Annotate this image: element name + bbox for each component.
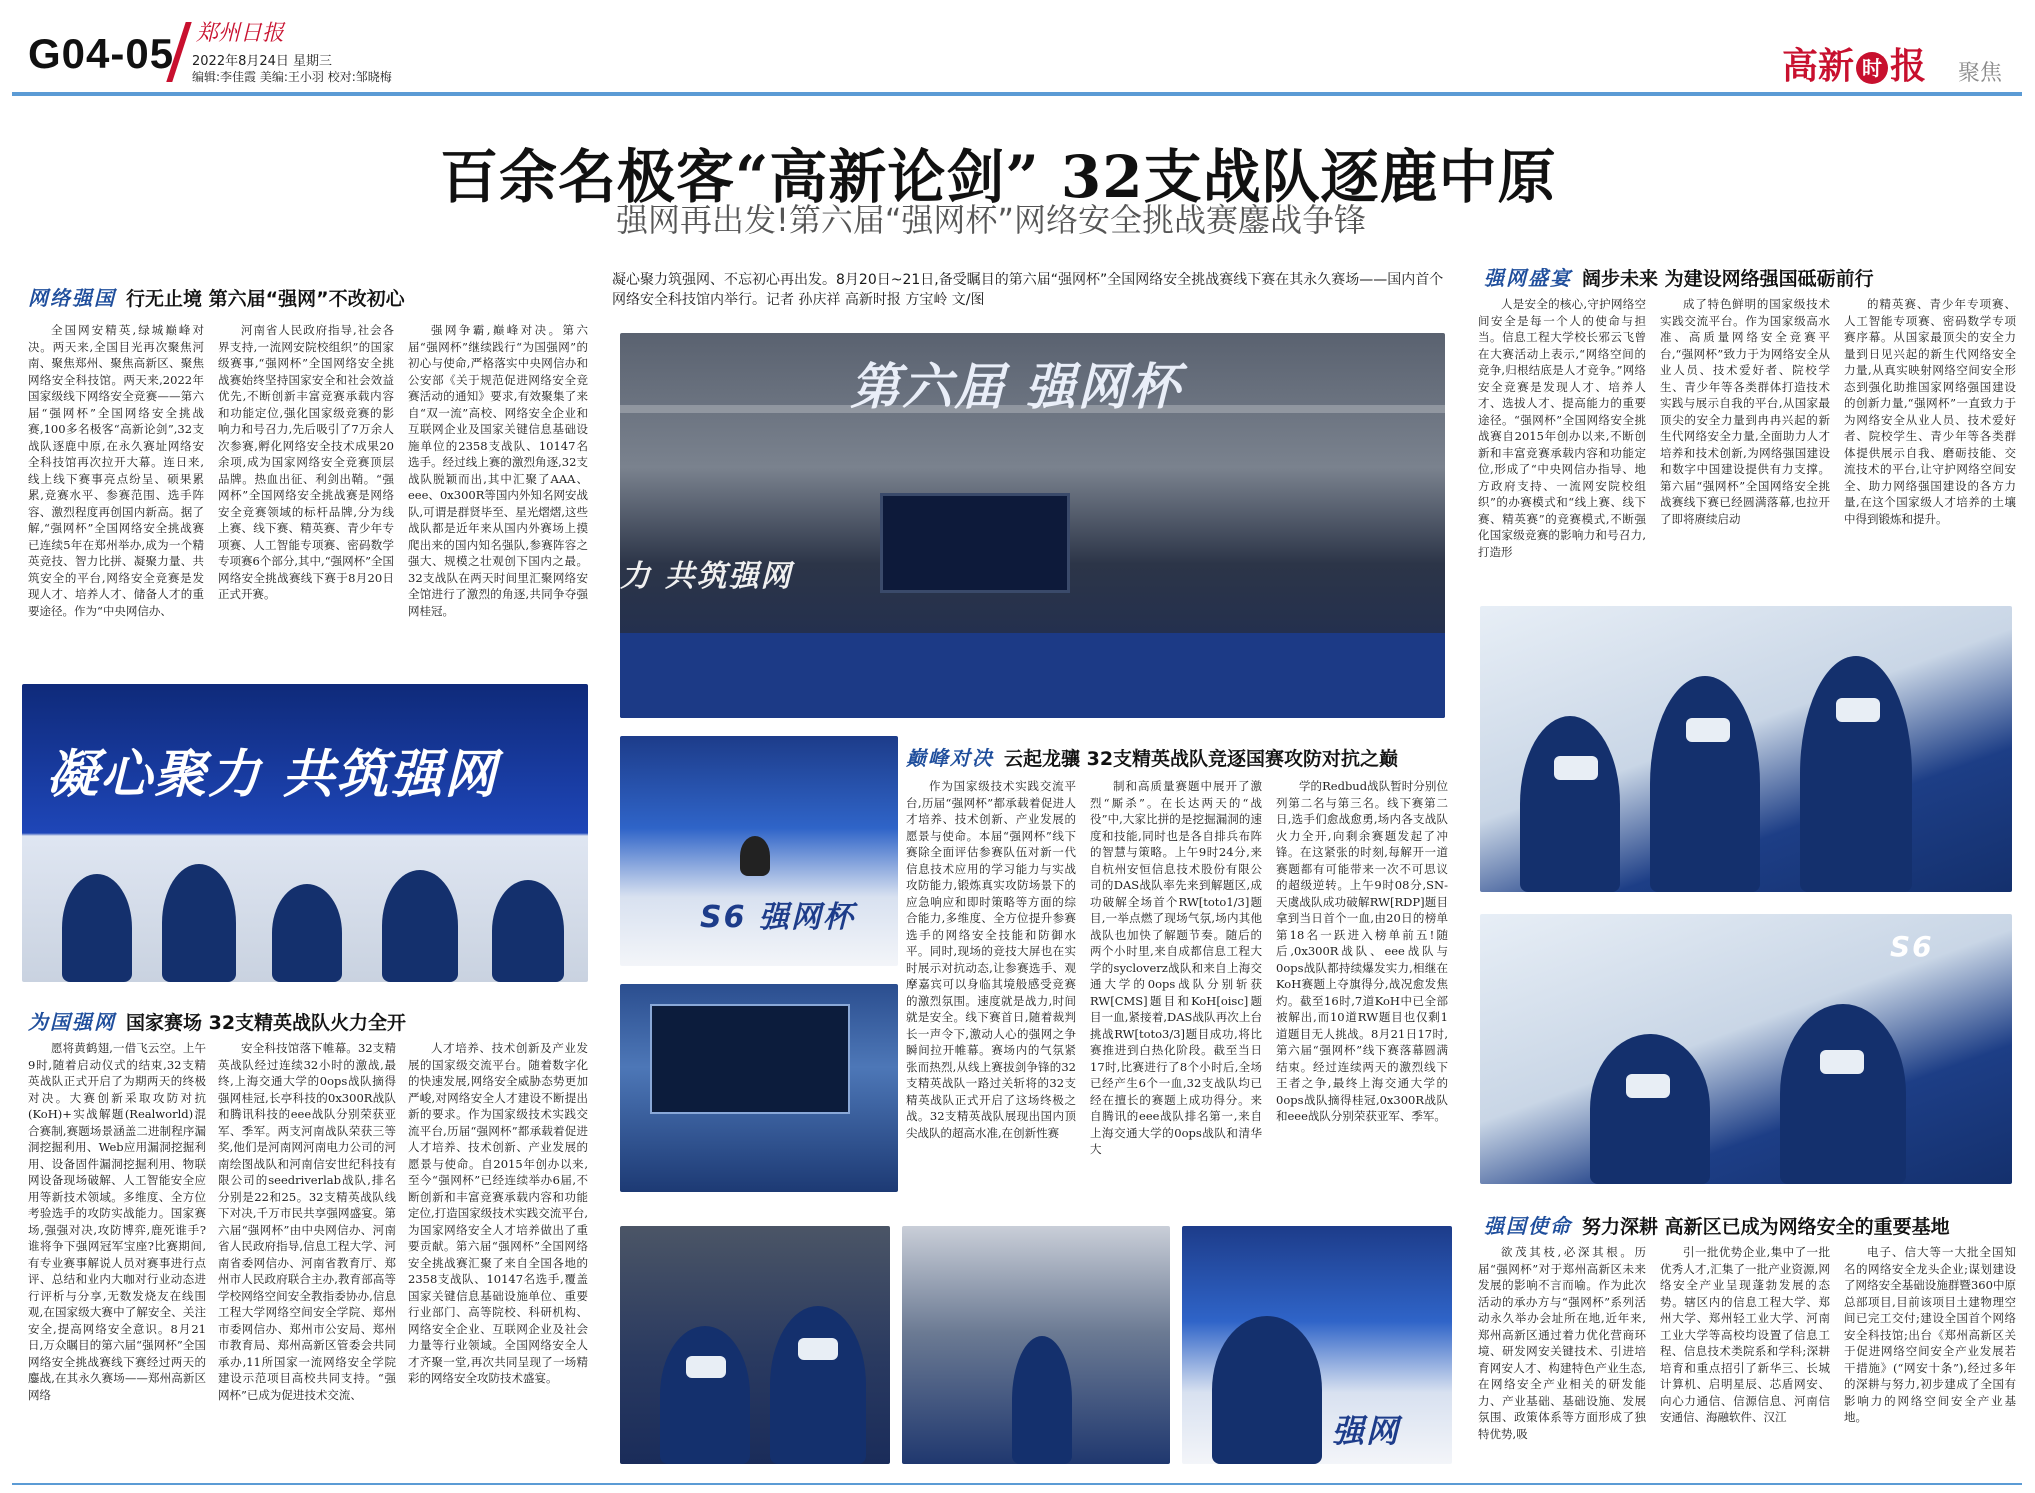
screen-panel: [650, 1004, 850, 1114]
photo-team-room: [620, 1226, 890, 1464]
column-text: 的精英赛、青少年专项赛、人工智能专项赛、密码数学专项赛序幕。从国家最顶尖的安全力量到日见兴起的新生代网络安全力量,从真实映射网络空间安全形态到强化助推国家网络强国建设的创新力量,“强网杯”一直致力于为网络安全从业人员、技术爱好者、院校学生、青少年等各类群体提供展示自我、磨砺技能、交流技术的平台,让守护网络空间安全、助力网络强国建设的各方力量,在这个国家级人才培养的土壤中得到锻炼和提升。: [1844, 297, 2016, 526]
ceiling-bar: [620, 405, 1445, 413]
article-column: [408, 322, 588, 652]
contestant-figure: [660, 1326, 750, 1464]
face-mask: [1836, 698, 1880, 722]
article-column: [906, 778, 1076, 1190]
hall-slogan: 第六届 强网杯: [850, 358, 1182, 416]
footer-rule: [12, 1483, 2022, 1485]
column-text: 全国网安精英,绿城巅峰对决。两天来,全国目光再次聚焦河南、聚焦郑州、聚焦高新区、聚焦网络安全科技馆。两天来,2022年国家级线下网络安全竞赛——第六届“强网杯”全国网络安全挑战赛,100多名极客“高新论剑”,32支战队逐鹿中原,在永久赛址网络安全科技馆再次拉开大幕。连日来,线上线下赛事亮点纷呈、硕果累累,竞赛水平、参赛范围、选手阵容、激烈程度再创国内新高。据了解,“强网杯”全国网络安全挑战赛已连续5年在郑州举办,成为一个精英竞技、智力比拼、凝聚力量、共筑安全的平台,网络安全竞赛是发现人才、培养人才、储备人才的重要途径。作为“中央网信办、: [28, 323, 204, 618]
section-heading-4: [1484, 262, 1874, 292]
photo-contestants: [1480, 914, 2012, 1184]
contestant-figure: [492, 880, 564, 982]
masthead-logo: 郑州日报: [196, 21, 285, 46]
column-text: 河南省人民政府指导,社会各界支持,一流网安院校组织”的国家级赛事,“强网杯”全国网络安全挑战赛始终坚持国家安全和社会效益优先,不断创新丰富竞赛承载内容和功能定位,强化国家级竞赛的影响力和号召力,先后吸引了7万余人次参赛,孵化网络安全技术成果20余项,成为国家网络安全竞赛顶层品牌。热血出征、利剑出鞘。“强网杯”全国网络安全挑战赛是网络安全竞赛领域的标杆品牌,分为线上赛、线下赛、精英赛、青少年专项赛、人工智能专项赛、密码数学专项赛6个部分,其中,“强网杯”全国网络安全挑战赛线下赛于8月20日正式开赛。: [218, 323, 394, 601]
issue-editors: 编辑:李佳霞 美编:王小羽 校对:邹晓梅: [192, 70, 392, 84]
article-column: [408, 1040, 588, 1460]
host-figure: [740, 836, 770, 876]
page-header: [0, 0, 2035, 95]
contestant-figure: [272, 884, 342, 982]
section-title: 行无止境 第六届“强网”不改初心: [126, 288, 405, 310]
article-column: [28, 322, 204, 652]
column-text: 作为国家级技术实践交流平台,历届“强网杯”都承载着促进人才培养、技术创新、产业发展的愿景与使命。本届“强网杯”线下赛除全面评估参赛队伍对新一代信息技术应用的学习能力与实战攻防能力,锻炼真实攻防场景下的应急响应和即时策略等方面的综合能力,多维度、全方位提升参赛选手的网络安全技能和防御水平。同时,现场的竞技大屏也在实时展示对抗动态,让参赛选手、观摩嘉宾可以身临其境般感受竞赛的激烈氛围。速度就是战力,时间就是安全。线下赛首日,随着裁判长一声令下,激动人心的强网之争瞬间拉开帷幕。赛场内的气氛紧张而热烈,从线上赛拔剑争锋的32支精英战队一路过关斩将的32支精英战队正式开启了这场终极之战。32支精英战队展现出国内顶尖战队的超高水准,在创新性赛: [906, 779, 1076, 1140]
flags-logo: 强网: [1332, 1412, 1401, 1450]
contestant-figure: [1520, 716, 1620, 892]
column-text: 安全科技馆落下帷幕。32支精英战队经过连续32小时的激战,最终,上海交通大学的0ops战队摘得强网桂冠,长亭科技的0x300R战队和腾讯科技的eee战队分别荣获亚军、季军。两支河南战队荣获三等奖,他们是河南网河南电力公司的河南绘图战队和河南信安世纪科技有限公司的seedriverlab战队,排名分别是22和25。32支精英战队线下对决,千万市民共享强网盛宴。第六届“强网杯”由中央网信办、河南省人民政府指导,信息工程大学、河南省委网信办、河南省教育厅、郑州市人民政府联合主办,教育部高等学校网络空间安全教指委协办,信息工程大学网络空间安全学院、郑州市委网信办、郑州市公安局、郑州市教育局、郑州高新区管委会共同承办,11所国家一流网络安全学院建设示范项目高校共同支持。“强网杯”已成为促进技术交流、: [218, 1041, 396, 1402]
section-title: 国家赛场 32支精英战队火力全开: [126, 1012, 407, 1034]
stage-logo: S6 强网杯: [700, 900, 855, 935]
column-text: 学的Redbud战队暂时分别位列第二名与第三名。线下赛第二日,选手们愈战愈勇,场内各支战队火力全开,向剩余赛题发起了冲锋。在这紧张的时刻,每解开一道赛题都有可能带来一次不可思议的超级逆转。上午9时08分,SN-天虞战队成功破解RW[RDP]题目拿到当日首个一血,由20日的榜单第18名一跃进入榜单前五!随后,0x300R战队、eee战队与0ops战队都持续爆发实力,相继在KoH赛题上夺旗得分,战况愈发焦灼。截至16时,7道KoH中已全部被解出,而10道RW题目也仅剩1道题目无人挑战。8月21日17时,第六届“强网杯”线下赛落幕圆满结束。经过连续两天的激烈线下王者之争,最终上海交通大学的0ops战队摘得桂冠,0x300R战队和eee战队分别荣获亚军、季军。: [1276, 779, 1448, 1123]
brand-left: 高新: [1782, 46, 1855, 87]
face-mask: [1686, 718, 1730, 742]
column-text: 强网争霸,巅峰对决。第六届“强网杯”继续践行“为国强网”的初心与使命,严格落实中央网信办和公安部《关于规范促进网络安全竞赛活动的通知》要求,有效聚集了来自“双一流”高校、网络安全企业和互联网企业及国家关键信息基础设施单位的2358支战队、10147名选手。经过线上赛的激烈角逐,32支战队脱颖而出,其中汇聚了AAA、eee、0x300R等国内外知名网安战队,可谓是群贤毕至、星光熠熠,这些战队都是近年来从国内外赛场上摸爬出来的国内知名强队,参赛阵容之强大、规模之壮观创下国内之最。32支战队在两天时间里汇聚网络安全馆进行了激烈的角逐,共同争夺强网桂冠。: [408, 323, 588, 618]
column-text: 愿将黄鹤翅,一借飞云空。上午9时,随着启动仪式的结束,32支精英战队正式开启了为期两天的终极对决。大赛创新采取攻防对抗(KoH)+实战解题(Realworld)混合赛制,赛题场景涵盖二进制程序漏洞挖掘利用、Web应用漏洞挖掘利用、设备固件漏洞挖掘利用、物联网设备现场破解、人工智能安全应用等新技术领域。多维度、全方位考验选手的攻防实战能力。国家赛场,强强对决,攻防博弈,鹿死谁手?谁将争下强网冠军宝座?比赛期间,有专业赛事解说人员对赛事进行点评、总结和业内大咖对行业动态进行评析与分享,无数发烧友在线围观,在国家级大赛中了解安全、关注安全,提高网络安全意识。8月21日,万众瞩目的第六届“强网杯”全国网络安全挑战赛线下赛经过两天的鏖战,在其永久赛场——郑州高新区网络: [28, 1041, 206, 1402]
section-tag: 网络强国: [28, 286, 116, 310]
contestant-rows: [620, 633, 1445, 718]
contestant-figure: [1650, 676, 1760, 892]
column-text: 欲茂其枝,必深其根。历届“强网杯”对于郑州高新区未来发展的影响不言而喻。作为此次活动的承办方与“强网杯”系列活动永久举办会址所在地,近年来,郑州高新区通过着力优化营商环境、研发网安关键技术、引进培育网安人才、构建特色产业生态,在网络安全产业相关的研发能力、产业基础、基础设施、发展氛围、政策体系等方面形成了独特优势,吸: [1478, 1245, 1646, 1441]
room-logo: S6: [1890, 930, 1934, 963]
photo-logo-wall: [1182, 1226, 1452, 1464]
face-mask: [1554, 756, 1598, 780]
section-title: 云起龙骧 32支精英战队竞逐国赛攻防对抗之巅: [1004, 748, 1399, 770]
photo-screens: [620, 984, 898, 1192]
banner-slogan: 凝心聚力 共筑强网: [46, 745, 499, 805]
column-text: 成了特色鲜明的国家级技术实践交流平台。作为国家级高水准、高质量网络安全竞赛平台,“强网杯”致力于为网络安全从业人员、技术爱好者、院校学生、青少年等各类群体打造技术实践与展示自我的平台,从国家最顶尖的安全力量到冉冉兴起的新生代网络安全力量,全面助力人才培养和技术创新,为网络强国建设和数字中国建设提供有力支撑。第六届“强网杯”全国网络安全挑战赛线下赛已经圆满落幕,也拉开了即将赓续启动: [1660, 297, 1830, 526]
article-column: [1090, 778, 1262, 1190]
column-text: 引一批优势企业,集中了一批优秀人才,汇集了一批产业资源,网络安全产业呈现蓬勃发展的态势。辖区内的信息工程大学、郑州大学、郑州轻工业大学、河南工业大学等高校均设置了信息工程、信息技术类院系和学科;深耕培育和重点招引了新华三、长城计算机、启明星辰、芯盾网安、向心力通信、信源信息、河南信安通信、海融软件、汉江: [1660, 1245, 1830, 1424]
hall-slogan-wall: 力 共筑强网: [620, 559, 793, 594]
section-brand: [1782, 38, 1926, 89]
contestant-figure: [62, 874, 132, 982]
contestant-figure: [770, 1306, 866, 1464]
article-column: [1660, 296, 1830, 582]
issue-date: 2022年8月24日 星期三: [192, 54, 333, 69]
contestant-figure: [1590, 1034, 1710, 1184]
photo-flags: [902, 1226, 1170, 1464]
brand-badge: 时: [1856, 52, 1888, 84]
sub-headline: 强网再出发!第六届“强网杯”网络安全挑战赛鏖战争锋: [616, 201, 1366, 239]
contestant-figure: [382, 870, 458, 982]
main-headline: 百余名极客“高新论剑” 32支战队逐鹿中原: [440, 143, 1557, 211]
section-title: 阔步未来 为建设网络强国砥砺前行: [1582, 268, 1874, 290]
article-column: [218, 1040, 396, 1460]
brand-right: 报: [1890, 46, 1927, 87]
section-tag: 强国使命: [1484, 1214, 1572, 1238]
contestant-figure: [1012, 1336, 1072, 1464]
photo-caption: 凝心聚力筑强网、不忘初心再出发。8月20日~21日,备受瞩目的第六届“强网杯”全国网络安全挑战赛线下赛在其永久赛场——国内首个网络安全科技馆内举行。记者 孙庆祥 高新时报 方宝岭 文/图: [612, 272, 1444, 308]
face-mask: [1820, 1050, 1864, 1074]
photo-banner-team: [22, 684, 588, 982]
section-name: 聚焦: [1958, 61, 2003, 86]
column-text: 人是安全的核心,守护网络空间安全是每一个人的使命与担当。信息工程大学校长邪云飞曾在大赛活动上表示,“网络空间的竞争,归根结底是人才竞争。”网络安全竞赛是发现人才、培养人才、选拔人才、提高能力的重要途径。“强网杯”全国网络安全挑战赛自2015年创办以来,不断创新和丰富竞赛承载内容和功能定位,形成了“中央网信办指导、地方政府支持、一流网安院校组织”的办赛模式和“线上赛、线下赛、精英赛”的竞赛模式,不断强化国家级竞赛的影响力和号召力,打造形: [1478, 297, 1646, 559]
section-heading-2: [28, 1006, 406, 1036]
contestant-figure: [1800, 656, 1912, 892]
article-column: [1478, 1244, 1646, 1468]
article-column: [28, 1040, 206, 1460]
section-title: 努力深耕 高新区已成为网络安全的重要基地: [1582, 1216, 1950, 1238]
face-mask: [686, 1356, 726, 1378]
article-column: [218, 322, 394, 652]
article-column: [1660, 1244, 1830, 1468]
article-column: [1478, 296, 1646, 582]
column-text: 电子、信大等一大批全国知名的网络安全龙头企业;谋划建设了网络安全基础设施群暨360中原总部项目,目前该项目土建物理空间已完工交付;建设全国首个网络安全科技馆;出台《郑州高新区关于促进网络空间安全产业发展若干措施》(“网安十条”),经过多年的深耕与努力,初步建成了全国有影响力的网络空间安全产业基地。: [1844, 1245, 2016, 1424]
section-heading-3: [906, 742, 1398, 772]
article-column: [1276, 778, 1448, 1190]
face-mask: [1626, 1074, 1670, 1098]
section-tag: 巅峰对决: [906, 746, 994, 770]
face-mask: [798, 1338, 838, 1360]
section-tag: 为国强网: [28, 1010, 116, 1034]
photo-team-huddle: [1480, 606, 2012, 892]
big-screen: [880, 493, 1070, 593]
section-tag: 强网盛宴: [1484, 266, 1572, 290]
column-text: 人才培养、技术创新及产业发展的国家级交流平台。随着数字化的快速发展,网络安全威胁态势更加严峻,对网络安全人才建设不断提出新的要求。作为国家级技术实践交流平台,历届“强网杯”都承载着促进人才培养、技术创新、产业发展的愿景与使命。自2015年创办以来,至今“强网杯”已经连续举办6届,不断创新和丰富竞赛承载内容和功能定位,打造国家级技术实践交流平台,为国家网络安全人才培养做出了重要贡献。第六届“强网杯”全国网络安全挑战赛汇聚了来自全国各地的2358支战队、10147名选手,覆盖国家关键信息基础设施单位、重要行业部门、高等院校、科研机构、网络安全企业、互联网企业及社会力量等行业领域。全国网络安全人才齐聚一堂,再次共同呈现了一场精彩的网络安全攻防技术盛宴。: [408, 1041, 588, 1385]
contestant-figure: [1212, 1316, 1322, 1464]
section-heading-1: [28, 282, 405, 312]
photo-stage: [620, 736, 898, 966]
article-column: [1844, 1244, 2016, 1468]
section-heading-5: [1484, 1210, 1950, 1240]
photo-competition-hall: [620, 333, 1445, 718]
article-column: [1844, 296, 2016, 582]
column-text: 制和高质量赛题中展开了激烈“厮杀”。在长达两天的“战役”中,大家比拼的是挖掘漏洞的速度和技能,同时也是各自排兵布阵的智慧与策略。上午9时24分,来自杭州安恒信息技术股份有限公司的DAS战队率先来到解题区,成功破解全场首个RW[toto1/3]题目,一举点燃了现场气氛,场内其他战队也加快了解题节奏。随后的两个小时里,来自成都信息工程大学的sycloverz战队和来自上海交通大学的0ops战队分别斩获RW[CMS]题目和KoH[oisc]题目一血,紧接着,DAS战队再次上台挑战RW[toto3/3]题目成功,将比赛推进到白热化阶段。截至当日17时,比赛进行了8个小时后,全场已经产生6个一血,32支战队均已经在擅长的赛题上成功得分。来自腾讯的eee战队排名第一,来自上海交通大学的0ops战队和清华大: [1090, 779, 1262, 1156]
contestant-figure: [162, 864, 236, 982]
contestant-figure: [1780, 1004, 1906, 1184]
page-code: G04-05: [28, 30, 175, 77]
